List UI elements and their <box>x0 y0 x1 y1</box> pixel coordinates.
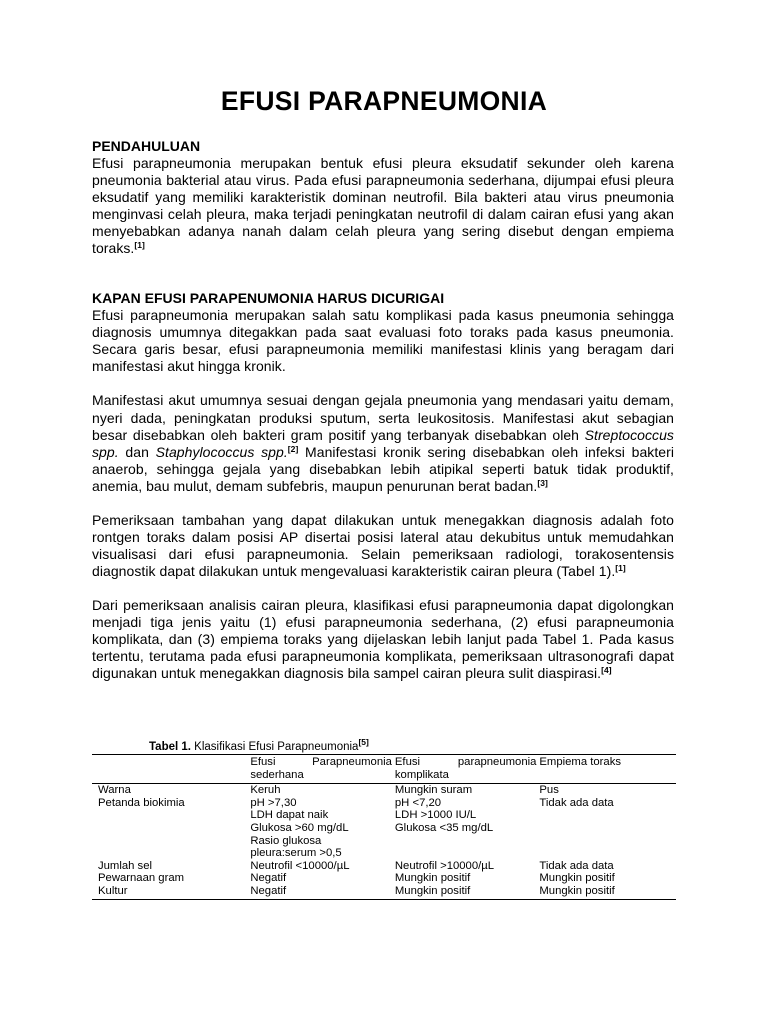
table-cell <box>395 784 540 797</box>
row-label: Warna <box>98 784 131 797</box>
cell-line: Glukosa <35 mg/dL <box>394 821 494 834</box>
table-header-cell: Empiema toraks <box>539 755 676 784</box>
row-label: Pewarnaan gram <box>98 872 185 885</box>
document-body <box>92 138 674 682</box>
table-cell <box>539 784 676 797</box>
cell-line: Rasio glukosa <box>250 834 322 847</box>
reference-marker: [5] <box>358 737 369 747</box>
table-row <box>92 797 676 860</box>
table-cell <box>395 872 540 885</box>
paragraph-manifestasi: Manifestasi akut umumnya sesuai dengan gejala pneumonia yang mendasari yaitu demam, nyeri dada, peningkatan produksi sputum, serta leukositosis. Manifestasi akut sebagian besar disebabkan oleh bakteri gram positif yang terbanyak disebabkan oleh Streptococcus spp. dan Staphylococcus spp.[2] Manifestasi kronik sering disebabkan oleh infeksi bakteri anaerob, sehingga gejala yang disebabkan lebih atipikal seperti batuk tidak produktif, anemia, bau mulut, demam subfebris, maupun penurunan berat badan.[3] <box>92 392 675 494</box>
cell-line: Tidak ada data <box>539 859 614 872</box>
table-row <box>92 784 676 797</box>
cell-line: Neutrofil <10000/µL <box>250 859 350 872</box>
row-label: Kultur <box>92 885 250 899</box>
cell-line: Pus <box>539 784 559 797</box>
cell-line: Mungkin positif <box>394 884 471 897</box>
table-header-row <box>92 755 676 784</box>
page-title: EFUSI PARAPNEUMONIA <box>220 86 548 116</box>
table-cell <box>250 885 395 899</box>
cell-line: Mungkin positif <box>539 872 615 885</box>
cell-line: Neutrofil >10000/µL <box>394 859 495 872</box>
reference-marker: [3] <box>537 477 548 488</box>
reference-marker: [1] <box>134 240 145 251</box>
table-cell <box>539 797 676 860</box>
paragraph-intro: Efusi parapneumonia merupakan bentuk efusi pleura eksudatif sekunder oleh karena pneumonia bakterial atau virus. Pada efusi parapneumonia sederhana, dijumpai efusi pleura eksudatif yang memiliki karakteristik dominan neutrofil. Bila bakteri atau virus pneumonia menginvasi celah pleura, maka terjadi peningkatan neutrofil di dalam cairan efusi yang akan menyebabkan adanya nanah dalam celah pleura yang sering disebut dengan empiema toraks.[1] <box>92 155 674 257</box>
table-cell <box>539 885 676 899</box>
paragraph-diagnosis: Efusi parapneumonia merupakan salah satu komplikasi pada kasus pneumonia sehingga diagnosis umumnya ditegakkan pada saat evaluasi foto toraks pada kasus pneumonia. Secara garis besar, efusi parapneumonia memiliki manifestasi klinis yang beragam dari manifestasi akut hingga kronik. <box>92 307 674 375</box>
organism-name: Staphylococcus spp. <box>155 443 288 460</box>
row-label: Jumlah sel <box>98 859 152 872</box>
table-cell <box>539 872 676 885</box>
table-header-cell: Efusi parapneumonia komplikata <box>395 755 540 784</box>
table-header-cell <box>92 755 250 784</box>
table-header-cell: Efusi Parapneumonia sederhana <box>250 755 395 784</box>
cell-line: Keruh <box>250 784 281 797</box>
table-cell <box>250 784 395 797</box>
row-label: Petanda biokimia <box>98 796 185 809</box>
cell-line: Mungkin positif <box>394 872 471 885</box>
cell-line: Tidak ada data <box>539 796 614 809</box>
section-heading-pendahuluan: PENDAHULUAN <box>92 138 201 154</box>
table-cell <box>395 797 540 860</box>
paragraph-pemeriksaan: Pemeriksaan tambahan yang dapat dilakukan untuk menegakkan diagnosis adalah foto rontgen toraks dalam posisi AP disertai posisi lateral atau dekubitus untuk memudahkan visualisasi dari efusi parapneumonia. Selain pemeriksaan radiologi, torakosentensis diagnostik dapat dilakukan untuk mengevaluasi karakteristik cairan pleura (Tabel 1).[1] <box>92 511 674 579</box>
cell-line: Negatif <box>250 884 287 897</box>
table-cell <box>395 860 540 873</box>
table-row <box>92 860 676 873</box>
cell-line: Mungkin suram <box>394 784 473 797</box>
cell-line: pleura:serum >0,5 <box>250 847 342 860</box>
reference-marker: [2] <box>287 443 299 454</box>
table-row <box>92 885 676 899</box>
organism-name: Streptococcus spp. <box>92 426 674 460</box>
cell-line: pH >7,30 <box>250 796 297 809</box>
classification-table <box>92 737 676 900</box>
table-cell <box>250 860 395 873</box>
cell-line: LDH >1000 IU/L <box>394 809 477 822</box>
cell-line: pH <7,20 <box>394 796 442 809</box>
section-heading-kapan: KAPAN EFUSI PARAPENUMONIA HARUS DICURIGAI <box>92 290 445 307</box>
cell-line: Negatif <box>250 872 287 885</box>
table-cell <box>250 872 395 885</box>
cell-line: LDH dapat naik <box>250 809 329 822</box>
reference-marker: [4] <box>601 665 612 676</box>
table-caption: Tabel 1. Klasifikasi Efusi Parapneumonia[5] <box>149 737 369 753</box>
table-cell <box>250 797 395 860</box>
cell-line: Glukosa >60 mg/dL <box>250 821 349 834</box>
table-cell <box>539 860 676 873</box>
table-cell <box>395 885 540 899</box>
table-row <box>92 872 676 885</box>
reference-marker: [1] <box>615 562 626 573</box>
paragraph-klasifikasi: Dari pemeriksaan analisis cairan pleura, klasifikasi efusi parapneumonia dapat digolongkan menjadi tiga jenis yaitu (1) efusi parapneumonia sederhana, (2) efusi parapneumonia komplikata, dan (3) empiema toraks yang dijelaskan lebih lanjut pada Tabel 1. Pada kasus tertentu, terutama pada efusi parapneumonia komplikata, pemeriksaan ultrasonografi dapat digunakan untuk menegakkan diagnosis bila sampel cairan pleura sulit diaspirasi.[4] <box>92 596 674 682</box>
cell-line: Mungkin positif <box>539 884 615 897</box>
